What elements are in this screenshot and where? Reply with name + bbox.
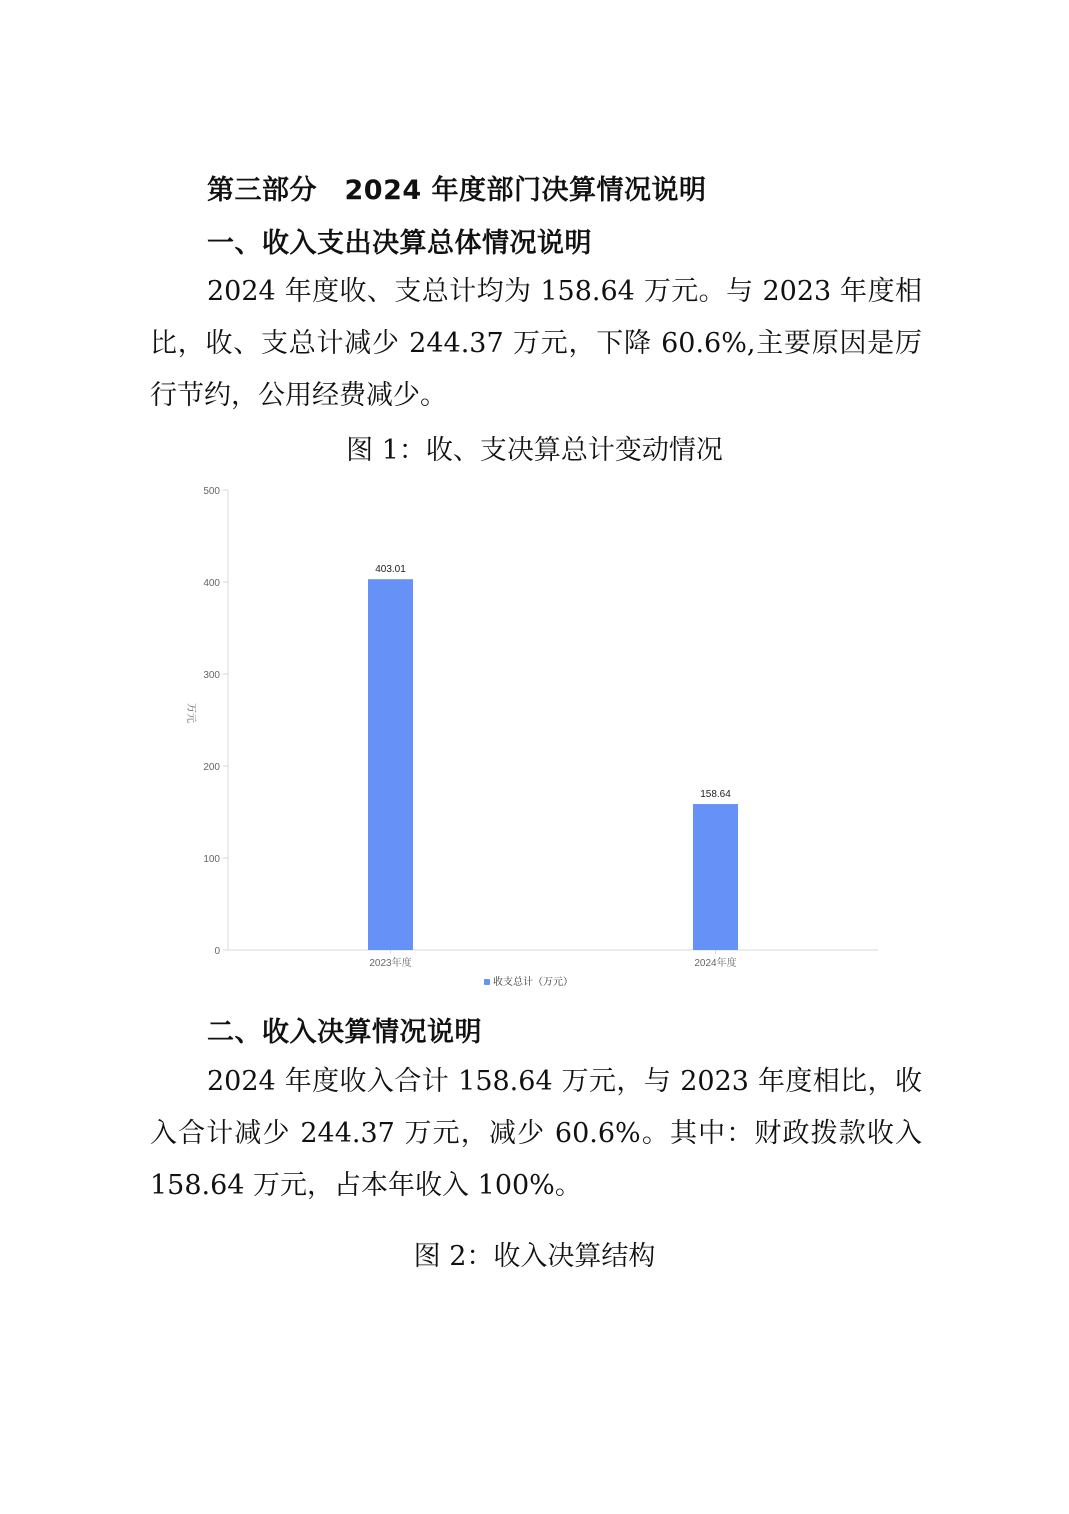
- section1-heading: 一、收入支出决算总体情况说明: [207, 228, 592, 259]
- y-tick-label: 0: [214, 946, 220, 957]
- x-tick-label: 2023年度: [369, 958, 412, 969]
- bar-chart: [170, 478, 890, 998]
- y-tick-label: 400: [203, 578, 220, 589]
- data-label: 158.64: [700, 789, 731, 801]
- data-label: 403.01: [375, 564, 406, 576]
- section2-paragraph: 2024 年度收入合计 158.64 万元，与 2023 年度相比，收入合计减少 244.37 万元，减少 60.6%。其中：财政拨款收入 158.64 万元，占本年收入 100%。: [150, 1066, 922, 1201]
- bar: [368, 579, 413, 950]
- legend-label: 收支总计（万元）: [493, 977, 573, 988]
- chart-legend: [484, 975, 573, 988]
- x-tick-label: 2024年度: [694, 958, 737, 969]
- y-tick-label: 300: [203, 670, 220, 681]
- section1-paragraph: 2024 年度收、支总计均为 158.64 万元。与 2023 年度相比，收、支总计减少 244.37 万元，下降 60.6%,主要原因是厉行节约，公用经费减少。: [150, 276, 922, 411]
- y-axis-label: 万元: [185, 703, 196, 723]
- legend-swatch: [484, 979, 490, 985]
- y-tick-label: 200: [203, 762, 220, 773]
- figure1-caption: 图 1：收、支决算总计变动情况: [346, 435, 723, 466]
- y-tick-label: 500: [203, 486, 220, 497]
- part-title: 第三部分 2024 年度部门决算情况说明: [207, 175, 707, 206]
- y-tick-label: 100: [203, 854, 220, 865]
- section2-heading: 二、收入决算情况说明: [207, 1017, 482, 1048]
- figure2-caption: 图 2：收入决算结构: [413, 1241, 656, 1272]
- bar: [693, 804, 738, 950]
